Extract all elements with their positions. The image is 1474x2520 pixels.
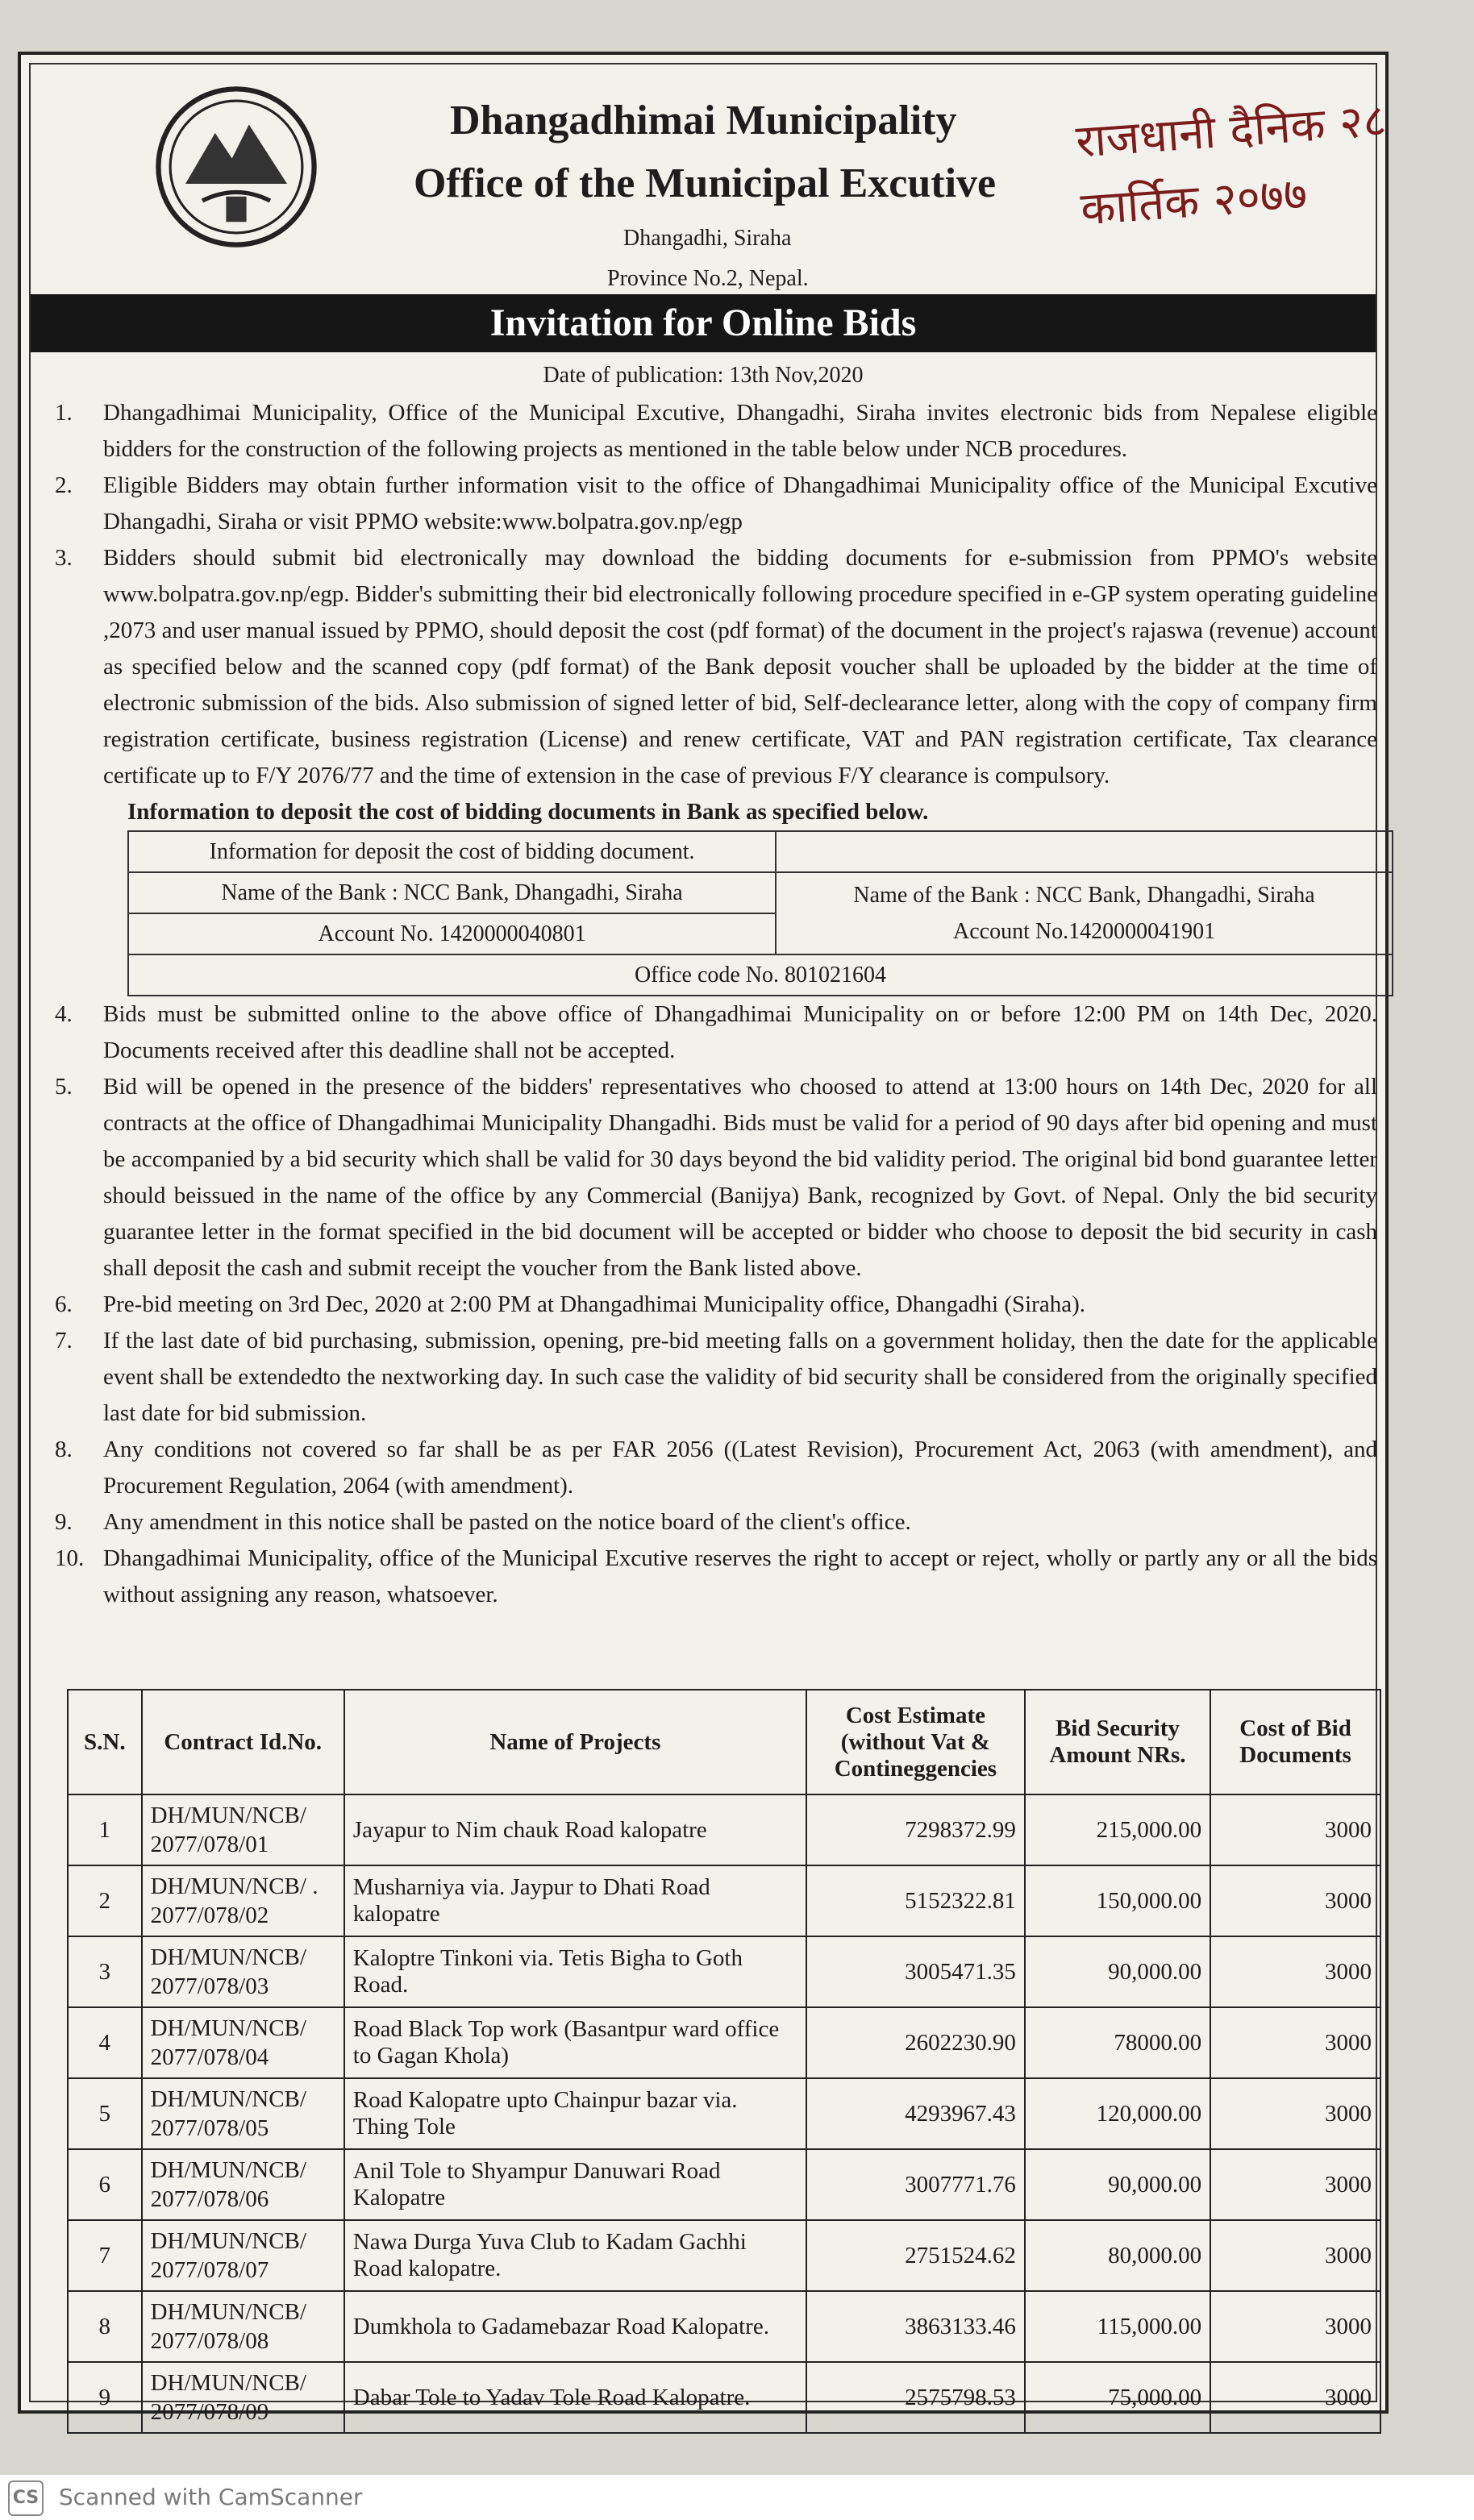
cell-doc-cost: 3000 [1210, 2220, 1380, 2291]
cell-cost-estimate: 5152322.81 [806, 1865, 1025, 1936]
cell-contract-id: DH/MUN/NCB/ 2077/078/05 [142, 2078, 344, 2149]
cell-sn: 1 [68, 1794, 142, 1865]
cell-cost-estimate: 2751524.62 [806, 2220, 1025, 2291]
cell-bid-security: 78000.00 [1025, 2007, 1210, 2078]
clause-item: 1. Dhangadhimai Municipality, Office of the Municipal Excutive, Dhangadhi, Siraha invites electronic bids from Nepalese eligible bidders for the construction of the following projects as mentioned in the table below under NCB procedures. [55, 400, 1377, 462]
bank-info-table [127, 830, 1393, 996]
cell-cost-estimate: 3007771.76 [806, 2149, 1025, 2220]
cell-sn: 7 [68, 2220, 142, 2291]
bank-account-left: Account No. 1420000040801 [128, 913, 776, 954]
clause-item: 8. Any conditions not covered so far shall be as per FAR 2056 ((Latest Revision), Procurement Act, 2063 (with amendment), and Procurement Regulation, 2064 (with amendment). [55, 1437, 1377, 1499]
cell-sn: 2 [68, 1865, 142, 1936]
bank-row-header: Information for deposit the cost of bidding document. [128, 831, 776, 872]
cell-contract-id: DH/MUN/NCB/ . 2077/078/02 [142, 1865, 344, 1936]
cell-project-name: Nawa Durga Yuva Club to Kadam Gachhi Road kalopatre. [344, 2220, 806, 2291]
notice-title: Invitation for Online Bids [31, 294, 1376, 352]
cell-contract-id: DH/MUN/NCB/ 2077/078/01 [142, 1794, 344, 1865]
cell-contract-id: DH/MUN/NCB/ 2077/078/04 [142, 2007, 344, 2078]
cell-project-name: Anil Tole to Shyampur Danuwari Road Kalopatre [344, 2149, 806, 2220]
scanner-label: Scanned with CamScanner [58, 2484, 363, 2510]
cell-sn: 3 [68, 1936, 142, 2007]
cell-cost-estimate: 3863133.46 [806, 2291, 1025, 2362]
cell-project-name: Road Black Top work (Basantpur ward office to Gagan Khola) [344, 2007, 806, 2078]
cell-doc-cost: 3000 [1210, 1865, 1380, 1936]
cell-sn: 4 [68, 2007, 142, 2078]
clause-item: 9. Any amendment in this notice shall be pasted on the notice board of the client's office. [55, 1509, 911, 1535]
clause-item: 7. If the last date of bid purchasing, submission, opening, pre-bid meeting falls on a government holiday, then the date for the applicable event shall be extendedto the nextworking day. In such case the validity of bid security shall be considered from the originally specified last date for bid submission. [55, 1328, 1377, 1426]
cell-doc-cost: 3000 [1210, 2078, 1380, 2149]
clause-item: 6. Pre-bid meeting on 3rd Dec, 2020 at 2:00 PM at Dhangadhimai Municipality office, Dhangadhi (Siraha). [55, 1291, 1085, 1317]
camscanner-logo-icon: CS [8, 2480, 44, 2516]
cell-project-name: Jayapur to Nim chauk Road kalopatre [344, 1794, 806, 1865]
cell-project-name: Musharniya via. Jaypur to Dhati Road kalopatre [344, 1865, 806, 1936]
table-row [68, 1936, 1380, 2007]
cell-bid-security: 80,000.00 [1025, 2220, 1210, 2291]
cell-doc-cost: 3000 [1210, 2149, 1380, 2220]
address-line-2: Province No.2, Nepal. [607, 266, 809, 291]
bank-info-heading: Information to deposit the cost of bidding documents in Bank as specified below. [127, 799, 929, 825]
clause-item: 5. Bid will be opened in the presence of the bidders' representatives who choosed to attend at 13:00 hours on 14th Dec, 2020 for all contracts at the office of Dhangadhimai Municipality Dhangadhi. Bids must be valid for a period of 90 days after bid opening and must be accompanied by a bid security which shall be valid for 30 days beyond the bid validity period. The original bid bond guarantee letter should beissued in the name of the office by any Commercial (Banijya) Bank, recognized by Govt. of Nepal. Only the bid security guarantee letter in the format specified in the bid document will be accepted or bidder who choose to deposit the bid security in cash shall deposit the cash and submit receipt the voucher from the Bank listed above. [55, 1074, 1377, 1281]
cell-cost-estimate: 7298372.99 [806, 1794, 1025, 1865]
cell-cost-estimate: 2602230.90 [806, 2007, 1025, 2078]
cell-contract-id: DH/MUN/NCB/ 2077/078/08 [142, 2291, 344, 2362]
cell-bid-security: 90,000.00 [1025, 1936, 1210, 2007]
cell-bid-security: 150,000.00 [1025, 1865, 1210, 1936]
bank-name-left: Name of the Bank : NCC Bank, Dhangadhi, Siraha [128, 872, 776, 913]
clause-item: 4. Bids must be submitted online to the above office of Dhangadhimai Municipality on or before 12:00 PM on 14th Dec, 2020. Documents received after this deadline shall not be accepted. [55, 1001, 1377, 1063]
notice-body [55, 395, 1377, 1613]
cell-bid-security: 90,000.00 [1025, 2149, 1210, 2220]
cell-bid-security: 75,000.00 [1025, 2362, 1210, 2433]
cell-contract-id: DH/MUN/NCB/ 2077/078/07 [142, 2220, 344, 2291]
table-row [68, 2149, 1380, 2220]
table-row [68, 2362, 1380, 2433]
cell-sn: 9 [68, 2362, 142, 2433]
table-row [68, 1794, 1380, 1865]
cell-project-name: Dumkhola to Gadamebazar Road Kalopatre. [344, 2291, 806, 2362]
table-row [68, 2078, 1380, 2149]
cell-sn: 5 [68, 2078, 142, 2149]
cell-doc-cost: 3000 [1210, 2291, 1380, 2362]
col-header-sn: S.N. [68, 1690, 142, 1794]
col-header-doc-cost: Cost of Bid Documents [1210, 1690, 1380, 1794]
notice-border [29, 63, 1389, 2425]
cell-doc-cost: 3000 [1210, 2362, 1380, 2433]
notice-header [31, 64, 1389, 291]
clause-item: 3. Bidders should submit bid electronically may download the bidding documents for e-submission from PPMO's website www.bolpatra.gov.np/egp. Bidder's submitting their bid electronically following procedure specified in e-GP system operating guideline ,2073 and user manual issued by PPMO, should deposit the cost (pdf format) of the document in the project's rajaswa (revenue) account as specified below and the scanned copy (pdf format) of the Bank deposit voucher shall be uploaded by the bidder at the time of electronic submission of the bids. Also submission of signed letter of bid, Self-declearance letter, along with the copy of company firm registration certificate, business registration (License) and renew certificate, VAT and PAN registration certificate, Tax clearance certificate up to F/Y 2076/77 and the time of extension in the case of previous F/Y clearance is compulsory. [55, 545, 1377, 788]
table-header-row [68, 1690, 1380, 1794]
col-header-project-name: Name of Projects [344, 1690, 806, 1794]
cell-contract-id: DH/MUN/NCB/ 2077/078/03 [142, 1936, 344, 2007]
cell-project-name: Kaloptre Tinkoni via. Tetis Bigha to Goth Road. [344, 1936, 806, 2007]
cell-cost-estimate: 2575798.53 [806, 2362, 1025, 2433]
cell-bid-security: 215,000.00 [1025, 1794, 1210, 1865]
office-code: Office code No. 801021604 [128, 954, 1393, 996]
scanner-footer [0, 2475, 1474, 2520]
nepal-emblem-icon [152, 82, 321, 252]
cell-bid-security: 120,000.00 [1025, 2078, 1210, 2149]
cell-doc-cost: 3000 [1210, 2007, 1380, 2078]
cell-contract-id: DH/MUN/NCB/ 2077/078/09 [142, 2362, 344, 2433]
clause-item: 10. Dhangadhimai Municipality, office of the Municipal Excutive reserves the right to accept or reject, wholly or partly any or all the bids without assigning any reason, whatsoever. [55, 1545, 1377, 1607]
cell-contract-id: DH/MUN/NCB/ 2077/078/06 [142, 2149, 344, 2220]
cell-sn: 6 [68, 2149, 142, 2220]
cell-project-name: Road Kalopatre upto Chainpur bazar via. Thing Tole [344, 2078, 806, 2149]
cell-cost-estimate: 3005471.35 [806, 1936, 1025, 2007]
table-row [68, 2007, 1380, 2078]
projects-table [67, 1689, 1381, 2434]
notice-page [18, 52, 1389, 2425]
col-header-bid-security: Bid Security Amount NRs. [1025, 1690, 1210, 1794]
projects-table-body [68, 1794, 1380, 2433]
cell-cost-estimate: 4293967.43 [806, 2078, 1025, 2149]
table-row [68, 1865, 1380, 1936]
col-header-contract-id: Contract Id.No. [142, 1690, 344, 1794]
cell-sn: 8 [68, 2291, 142, 2362]
bank-account-right: Account No.1420000041901 [953, 919, 1216, 944]
address-line-1: Dhangadhi, Siraha [623, 226, 792, 251]
col-header-cost-estimate: Cost Estimate (without Vat & Contineggencies [806, 1690, 1025, 1794]
handwritten-note: राजधानी दैनिक २८ कार्तिक २०७७ [1074, 94, 1389, 236]
publication-date: Date of publication: 13th Nov,2020 [543, 363, 864, 388]
table-row [68, 2291, 1380, 2362]
org-name: Dhangadhimai Municipality [450, 98, 957, 143]
office-name: Office of the Municipal Excutive [414, 160, 997, 206]
clause-item: 2. Eligible Bidders may obtain further information visit to the office of Dhangadhimai Municipality office of the Municipal Excutive Dhangadhi, Siraha or visit PPMO website:www.bolpatra.gov.np/egp [55, 472, 1377, 534]
table-row [68, 2220, 1380, 2291]
cell-project-name: Dabar Tole to Yadav Tole Road Kalopatre. [344, 2362, 806, 2433]
bank-name-right: Name of the Bank : NCC Bank, Dhangadhi, Siraha Account No.1420000041901 [776, 872, 1393, 954]
cell-bid-security: 115,000.00 [1025, 2291, 1210, 2362]
cell-doc-cost: 3000 [1210, 1936, 1380, 2007]
cell-doc-cost: 3000 [1210, 1794, 1380, 1865]
